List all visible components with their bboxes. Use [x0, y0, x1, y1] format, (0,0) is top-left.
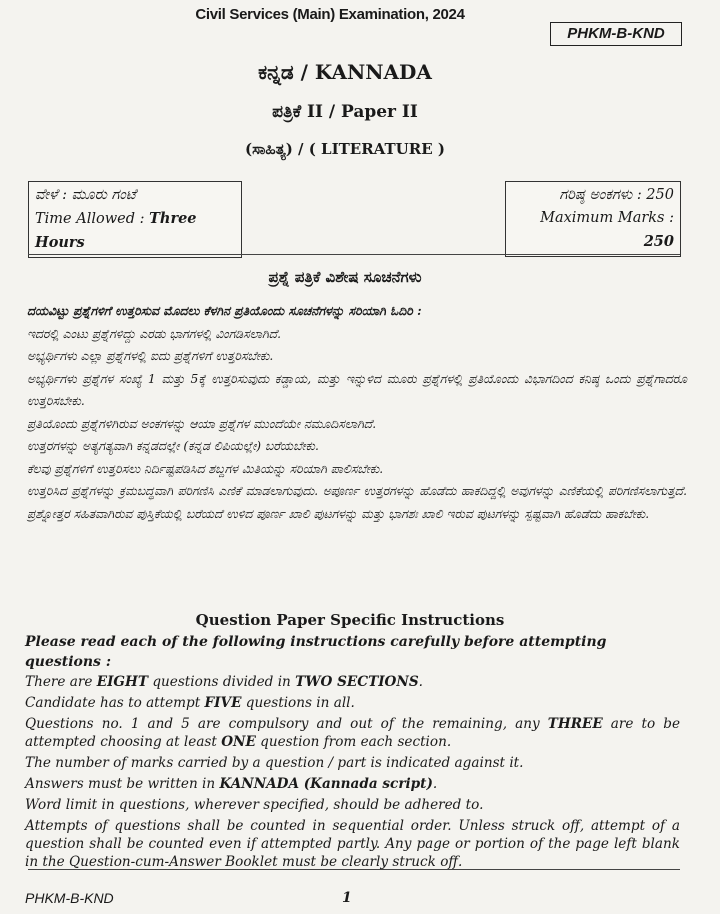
time-allowed-english [35, 207, 235, 255]
english-instruction-lead: Please read each of the following instructions carefully before attempting questions : [25, 634, 607, 670]
english-instruction-item: Questions no. 1 and 5 are compulsory and out of the remaining, any THREE are to be attempted choosing at least ONE question from each section. [25, 716, 680, 750]
maximum-marks-kannada: ಗರಿಷ್ಠ ಅಂಕಗಳು : 250 [559, 187, 674, 203]
english-instruction-item: There are EIGHT questions divided in TWO SECTIONS. [25, 674, 423, 690]
time-allowed-box [28, 181, 242, 258]
time-allowed-label: Time Allowed : [35, 211, 150, 227]
english-instruction-item: The number of marks carried by a question / part is indicated against it. [25, 755, 524, 771]
english-instructions-list [25, 632, 680, 874]
header-divider [28, 254, 680, 255]
footer-paper-code: PHKM-B-KND [25, 890, 114, 906]
english-instruction-item: Word limit in questions, wherever specified, should be adhered to. [25, 797, 484, 813]
subject-title: (ಸಾಹಿತ್ಯ) / ( LITERATURE ) [245, 140, 445, 158]
english-instruction-item: Candidate has to attempt FIVE questions in all. [25, 695, 355, 711]
language-title: ಕನ್ನಡ / KANNADA [258, 60, 432, 84]
kannada-instruction-item: ಪ್ರತಿಯೊಂದು ಪ್ರಶ್ನೆಗಳಿಗಿರುವ ಅಂಕಗಳನ್ನು ಆಯಾ ಪ್ರಶ್ನೆಗಳ ಮುಂದೆಯೇ ನಮೂದಿಸಲಾಗಿದೆ. [27, 416, 377, 431]
exam-title: Civil Services (Main) Examination, 2024 [195, 6, 465, 23]
kannada-instruction-item: ಅಭ್ಯರ್ಥಿಗಳು ಪ್ರಶ್ನೆಗಳ ಸಂಖ್ಯೆ 1 ಮತ್ತು 5ಕ್ಕೆ ಉತ್ತರಿಸುವುದು ಕಡ್ಡಾಯ, ಮತ್ತು ಇನ್ನುಳಿದ ಮೂರು ಪ್ರಶ್ನೆಗಳಲ್ಲಿ ಪ್ರತಿಯೊಂದು ವಿಭಾಗದಿಂದ ಕನಿಷ್ಠ ಒಂದು ಪ್ರಶ್ನೆಗಾದರೂ ಉತ್ತರಿಸಬೇಕು. [27, 371, 687, 408]
page-number: 1 [342, 890, 352, 906]
kannada-instructions-heading: ಪ್ರಶ್ನೆ ಪತ್ರಿಕೆ ವಿಶೇಷ ಸೂಚನೆಗಳು [268, 268, 422, 286]
maximum-marks-english [512, 207, 674, 254]
english-instructions-heading: Question Paper Specific Instructions [195, 611, 505, 629]
maximum-marks-value: 250 [643, 233, 674, 250]
maximum-marks-label: Maximum Marks : [540, 210, 674, 226]
kannada-instruction-item: ಉತ್ತರಿಸಿದ ಪ್ರಶ್ನೆಗಳನ್ನು ಕ್ರಮಬದ್ಧವಾಗಿ ಪರಿಗಣಿಸಿ ಎಣಿಕೆ ಮಾಡಲಾಗುವುದು. ಅಪೂರ್ಣ ಉತ್ತರಗಳನ್ನು ಹೊಡೆದು ಹಾಕದಿದ್ದಲ್ಲಿ ಅವುಗಳನ್ನು ಎಣಿಕೆಯಲ್ಲಿ ಪರಿಗಣಿಸಲಾಗುತ್ತದೆ. ಪ್ರಶ್ನೋತ್ತರ ಸಹಿತವಾಗಿರುವ ಪುಸ್ತಿಕೆಯಲ್ಲಿ ಬರೆಯದೆ ಉಳಿದ ಪೂರ್ಣ ಖಾಲಿ ಪುಟಗಳನ್ನು ಮತ್ತು ಭಾಗಶಃ ಖಾಲಿ ಇರುವ ಪುಟಗಳನ್ನು ಸ್ಪಷ್ಟವಾಗಿ ಹೊಡೆದು ಹಾಕಬೇಕು. [27, 484, 687, 521]
time-allowed-kannada: ವೇಳೆ : ಮೂರು ಗಂಟೆ [35, 187, 136, 203]
maximum-marks-box [505, 181, 681, 257]
kannada-instruction-lead: ದಯವಿಟ್ಟು ಪ್ರಶ್ನೆಗಳಿಗೆ ಉತ್ತರಿಸುವ ಮೊದಲು ಕೆಳಗಿನ ಪ್ರತಿಯೊಂದು ಸೂಚನೆಗಳನ್ನು ಸರಿಯಾಗಿ ಓದಿರಿ : [27, 303, 422, 318]
footer-divider [28, 869, 680, 870]
kannada-instruction-item: ಇದರಲ್ಲಿ ಎಂಟು ಪ್ರಶ್ನೆಗಳಿದ್ದು ಎರಡು ಭಾಗಗಳಲ್ಲಿ ವಿಂಗಡಿಸಲಾಗಿದೆ. [27, 326, 282, 341]
english-instruction-item: Attempts of questions shall be counted in sequential order. Unless struck off, attempt of a question shall be counted even if attempted partly. Any page or portion of the page left blank in the Question-cum-Answer Booklet must be clearly struck off. [25, 818, 680, 870]
english-instruction-item: Answers must be written in KANNADA (Kannada script). [25, 776, 438, 792]
kannada-instruction-item: ಕೆಲವು ಪ್ರಶ್ನೆಗಳಿಗೆ ಉತ್ತರಿಸಲು ನಿರ್ದಿಷ್ಟಪಡಿಸಿದ ಶಬ್ದಗಳ ಮಿತಿಯನ್ನು ಸರಿಯಾಗಿ ಪಾಲಿಸಬೇಕು. [27, 461, 384, 476]
paper-code-box: PHKM-B-KND [550, 22, 682, 46]
paper-number: ಪತ್ರಿಕೆ II / Paper II [272, 102, 418, 122]
kannada-instruction-item: ಉತ್ತರಗಳನ್ನು ಅತ್ಯಗತ್ಯವಾಗಿ ಕನ್ನಡದಲ್ಲೇ (ಕನ್ನಡ ಲಿಪಿಯಲ್ಲೇ) ಬರೆಯಬೇಕು. [27, 439, 319, 453]
kannada-instructions-list [27, 300, 687, 525]
kannada-instruction-item: ಅಭ್ಯರ್ಥಿಗಳು ಎಲ್ಲಾ ಪ್ರಶ್ನೆಗಳಲ್ಲಿ ಐದು ಪ್ರಶ್ನೆಗಳಿಗೆ ಉತ್ತರಿಸಬೇಕು. [27, 349, 274, 363]
time-allowed-value: Three Hours [35, 210, 197, 251]
